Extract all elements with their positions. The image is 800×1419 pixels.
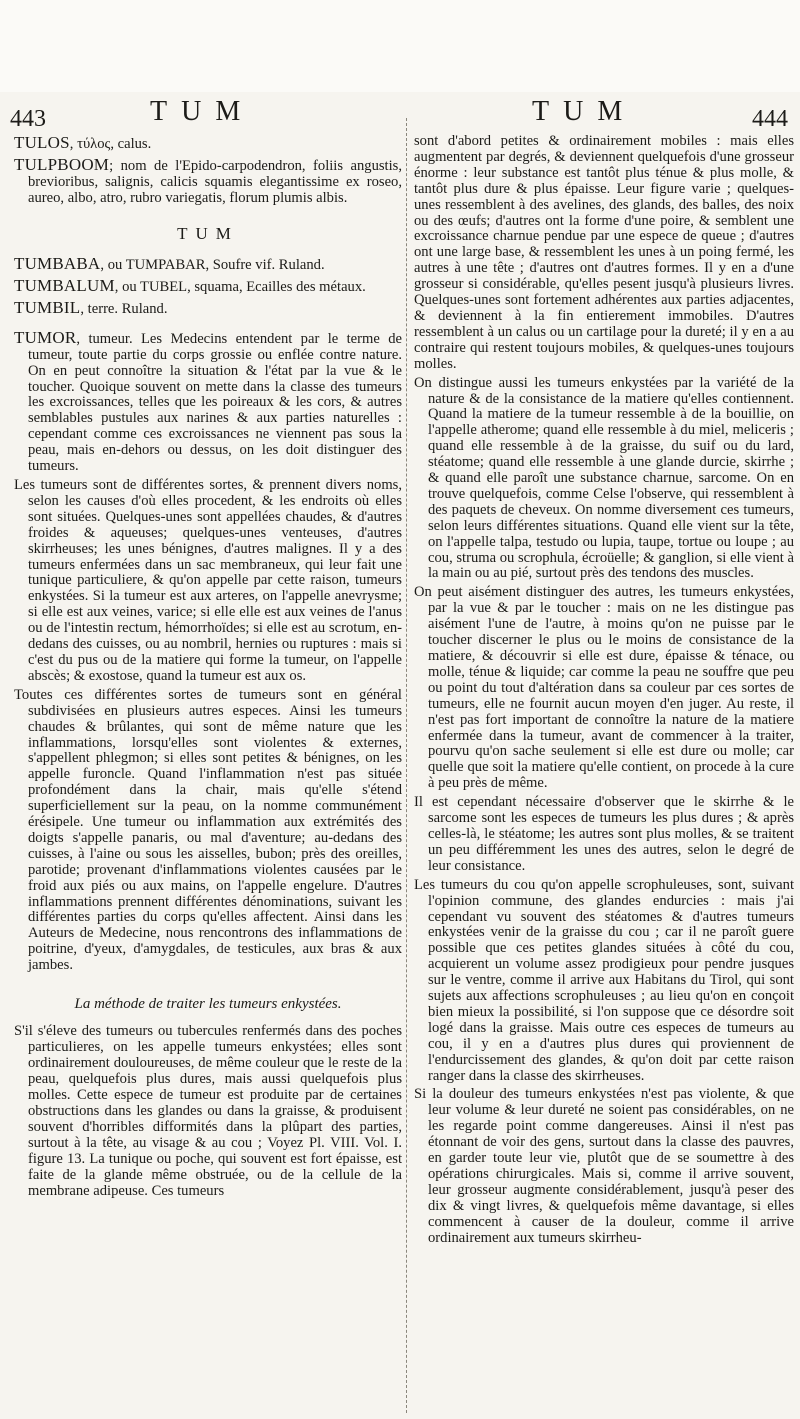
headword: TULOS xyxy=(14,133,70,152)
paragraph-continued: sont d'abord petites & ordinairement mobiles : mais elles augmentent par degrés, & deviennent quelquefois d'une grosseur énorme : leur substance est tantôt plus ténue & plus molle, & tantôt plus dure & plus épaisse. Leur figure varie ; quelques-unes ressemblent à des avelines, des glands, des balles, des noix ou des œufs; d'autres ont la forme d'une poire, & semblent une excroissance charnue pendue par une espece de queue ; d'autres ont une large base, & ressemblent les unes à un poing fermé, les autres à une tête ; d'autres ont d'autres formes. Il y en a d'une grosseur si considérable, qu'elles pesent jusqu'à plusieurs livres. Quelques-unes sont fortement adhérentes aux parties adjacentes, & deviennent à la fin entierement immobiles. D'autres ressemblent à un calus ou un cartilage pour la dureté; il y en a au contraire qui restent toujours mobiles, & quelques-unes toujours molles. xyxy=(414,133,794,372)
entry-text: , tumeur. Les Medecins entendent par le terme de tumeur, toute partie du corps grossie ou enflée contre nature. On en peut connoître la situation & l'état par la vue & le toucher. Quoique souvent on mette dans la classe des tumeurs les excroissances, telles que les poireaux & les cors, & autres semblables pustules aux narines & aux parties naturelles : cependant comme ces excroissances ne viennent pas sous la peau, mais en-dehors ou dessus, on les doit distinguer des tumeurs. xyxy=(28,330,402,475)
paragraph-douleur: Si la douleur des tumeurs enkystées n'est pas violente, & que leur volume & leur dureté ne soient pas considérables, on ne les regarde point comme dangereuses. Ainsi il n'est pas étonnant de voir des gens, surtout dans la classe des pauvres, en garder toute leur vie, plutôt que de se soumettre à des opérations chirurgicales. Mais si, comme il arrive souvent, leur grosseur augmente considérablement, jusqu'à peser des dix & vingt livres, & quelquefois même davantage, si elles commencent à causer de la douleur, comme il arrive ordinairement aux tumeurs skirrheu- xyxy=(414,1086,794,1246)
paragraph-toutes: Toutes ces différentes sortes de tumeurs sont en général subdivisées en plusieurs autres especes. Ainsi les tumeurs chaudes & brûlantes, qui sont de même nature que les inflammations, lorsqu'elles sont violentes & externes, s'appellent phlegmon; si elles sont petites & bénignes, on les appelle furoncle. Quand l'inflammation n'est pas située profondément dans la chair, mais qu'elle s'étend superficiellement sur la peau, on la nomme communément érésipele. Une tumeur ou inflammation aux extrémités des doigts s'appelle panaris, ou mal d'aventure; au-dedans des cuisses, à l'aine ou sous les aisselles, bubon; près des oreilles, parotide; provenant d'inflammations violentes causées par le froid aux piés ou aux mains, on l'appelle engelure. D'autres inflammations prennent différentes dénominations, suivant les différentes parties du corps qu'elles affectent. Ainsi dans les Auteurs de Medecine, nous rencontrons des inflammations de poitrine, d'yeux, d'amygdales, de testicules, aux bras & aux jambes. xyxy=(14,686,402,974)
paragraph-cou: Les tumeurs du cou qu'on appelle scrophuleuses, sont, suivant l'opinion commune, des glandes endurcies : mais j'ai cependant vu souvent des stéatomes & d'autres tumeurs enkystées venir de la graisse du cou ; car il ne paroît guere possible que ces petites glandes situées à côté du cou, acquierent un volume assez prodigieux pour pendre jusques sur le ventre, comme il arrive aux Habitans du Tirol, qui sont sujets aux affections scrophuleuses ; au lieu qu'on en conçoit bien mieux la possibilité, si l'on suppose que ce désordre soit logé dans la graisse. Mais outre ces especes de tumeurs au cou, il y en a d'autres plus dures qui proviennent de l'endurcissement des glandes, & qu'on doit par cette raison ranger dans la classe des skirrheuses. xyxy=(414,876,794,1084)
page-top-margin xyxy=(0,0,800,92)
section-heading: TUM xyxy=(177,223,239,243)
paragraph-necessaire: Il est cependant nécessaire d'observer que le skirrhe & le sarcome sont les especes de tumeurs les plus dures ; & après celles-là, le stéatome; les autres sont plus molles, & se traitent un peu différemment les unes des autres, selon le degré de leur consistance. xyxy=(414,794,794,874)
entry-tulpboom xyxy=(14,156,402,207)
entry-tumbil xyxy=(14,299,402,318)
entry-text: , terre. Ruland. xyxy=(80,300,168,317)
headword: TUMBIL xyxy=(14,297,81,317)
entry-text: , ou TUBEL, squama, Ecailles des métaux. xyxy=(114,279,366,296)
page-header xyxy=(0,96,800,136)
left-running-head: TUM xyxy=(150,96,255,127)
entry-text: , τύλος, calus. xyxy=(69,136,152,152)
headword: TUMOR xyxy=(14,327,77,347)
headword: TUMBABA xyxy=(14,254,101,274)
entry-text: ; nom de l'Epido-carpodendron, foliis angustis, brevioribus, salignis, calicis squamis elegantissime ex roseo, aureo, albo, atro, rubro variegatis, florum plumis albis. xyxy=(28,157,402,206)
paragraph-sortes: Les tumeurs sont de différentes sortes, & prennent divers noms, selon les causes d'où elles procedent, & les endroits où elles sont situées. Quelques-unes sont appellées chaudes, & d'autres froides & aqueuses; quelques-unes venteuses, d'autres skirrheuses; les unes bénignes, d'autres malignes. Il y a des tumeurs enfermées dans un sac membraneux, qui leur fait une tunique particuliere, & qu'on appelle par cette raison, tumeurs enkystées. Si la tumeur est aux arteres, on l'appelle anevrysme; si elle est aux veines, varice; si elle elle est aux veines de l'anus ou de l'intestin rectum, hémorrhoïdes; si elle est au scrotum, en-dedans des cuisses, ou au nombril, hernies ou ruptures : mais si c'est du pus ou de la matiere qui forme la tumeur, on l'appelle abscès; & exostose, quand la tumeur est aux os. xyxy=(14,477,402,684)
entry-tulos xyxy=(14,134,402,153)
headword: TULPBOOM xyxy=(14,154,110,174)
paragraph-aisement: On peut aisément distinguer des autres, les tumeurs enkystées, par la vue & par le toucher : mais on ne les distingue pas aisément l'une de l'autre, à moins qu'on ne puisse par le toucher discerner le plus ou le moins de consistance de la matiere, & découvrir si elle est dure, épaisse & ténace, ou molle, ténue & liquide; car comme la peau ne souffre que peu ou point du tout d'altération dans sa couleur par ces sortes de tumeurs, elle ne fournit aucun moyen d'en juger. Au reste, il n'est pas fort important de connoître la nature de la matiere enfermée dans la tumeur, avant de commencer à la traiter, pourvu qu'on sache seulement si elle est dure ou molle; car quelle que soit la matiere qu'elle contient, on procede à la cure à peu près de même. xyxy=(414,584,794,792)
entry-tumbaba xyxy=(14,255,402,274)
subheading: La méthode de traiter les tumeurs enkystées. xyxy=(74,996,342,1013)
paragraph-distingue: On distingue aussi les tumeurs enkystées par la variété de la nature & de la consistance de la matiere qu'elles contiennent. Quand la matiere de la tumeur ressemble à de la bouillie, on l'appelle atherome; quand elle ressemble à du miel, meliceris ; quand elle ressemble à de la graisse, du suif ou du lard, stéatome; quand elle ressemble à une glande durcie, skirrhe ; & quand elle paroît une substance charnue, sarcome. On en trouve quelquefois, comme Celse l'observe, qui ressemblent à des paquets de cheveux. On nomme diversement ces tumeurs, selon leurs différentes situations. Quand elle vient sur la tête, on l'appelle talpa, testudo ou lupia, taupe, tortue ou loupe ; au cou, struma ou scrophula, écroüelle; & ganglion, si elle vient à la main ou au pié, surtout près des tendons des muscles. xyxy=(414,374,794,582)
column-divider xyxy=(406,118,407,1413)
headword: TUMBALUM xyxy=(14,276,115,296)
entry-text: , ou TUMPABAR, Soufre vif. Ruland. xyxy=(100,257,325,274)
entry-tumbalum xyxy=(14,277,402,296)
right-column xyxy=(414,134,794,1250)
right-page-number: 444 xyxy=(752,106,788,132)
entry-tumor xyxy=(14,329,402,475)
right-running-head: TUM xyxy=(532,96,637,127)
left-page-number: 443 xyxy=(10,106,46,132)
paragraph-sil: S'il s'éleve des tumeurs ou tubercules renfermés dans des poches particulieres, on les appelle tumeurs enkystées; elles sont ordinairement douloureuses, de même couleur que le reste de la peau, quelquefois plus dures, mais aussi quelquefois plus molles. Cette espece de tumeur est produite par de certaines obstructions dans les glandes ou dans la graisse, & produisent souvent d'horribles difformités dans la plûpart des parties, surtout à la tête, au visage & au cou ; Voyez Pl. VIII. Vol. I. figure 13. La tunique ou poche, qui souvent est fort épaisse, est faite de la glande même obstruée, ou de la cellule de la membrane adipeuse. Ces tumeurs xyxy=(14,1023,402,1199)
left-column xyxy=(14,134,402,1202)
